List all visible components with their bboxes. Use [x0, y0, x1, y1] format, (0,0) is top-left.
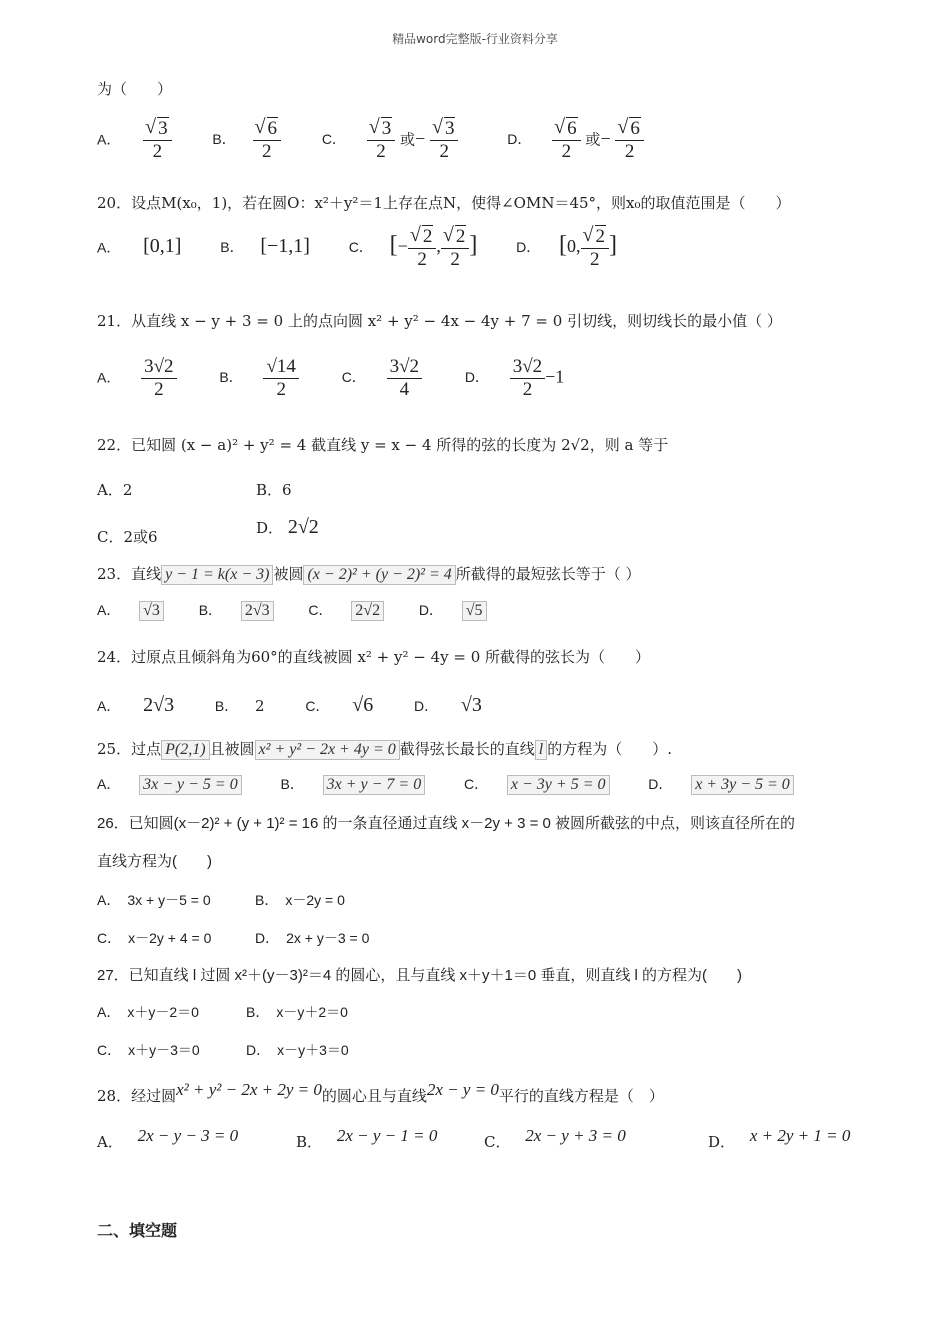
- option-d-interval: [0, √ $\frac{2}{2}$ ]: [559, 238, 617, 256]
- q25-circle-equation: x² + y² − 2x + 4y = 0: [255, 740, 400, 760]
- option-d-value: x + 2y + 1 = 0: [749, 1126, 851, 1145]
- option-d-value: x + 3y − 5 = 0: [691, 775, 794, 795]
- option-c-or: 或: [400, 130, 416, 149]
- option-b-label: B．: [296, 1133, 323, 1151]
- q28-option-d: [708, 1126, 850, 1152]
- option-a-label: A．: [97, 776, 121, 792]
- q19-tail: 为（ ）: [97, 80, 173, 98]
- option-c-label: C．: [464, 776, 489, 792]
- option-c-fraction-2: √ $\frac{3}{2}$: [430, 118, 459, 163]
- option-d-label: D．: [464, 369, 489, 386]
- option-d-value: √3: [460, 694, 482, 716]
- q21-text: 21．从直线 x − y + 3 = 0 上的点向圆 x² + y² − 4x − 4y + 7 = 0 引切线，则切线长的最小值（ ）: [97, 312, 782, 330]
- q20-options: [97, 226, 617, 271]
- option-c-label: C．: [308, 602, 333, 618]
- option-d-label: D．: [414, 698, 439, 714]
- q28-line-equation: 2x − y = 0: [426, 1080, 499, 1099]
- option-d-tail: −1: [545, 366, 565, 387]
- option-d-fraction-2: √ $\frac{6}{2}$: [615, 118, 644, 163]
- option-a-label: A．: [97, 131, 121, 148]
- option-b-value: 2x − y − 1 = 0: [336, 1126, 438, 1145]
- q22-option-c: C．2或6: [97, 528, 158, 546]
- option-a-fraction: √ $\frac{3}{2}$: [143, 118, 172, 163]
- option-d-fraction-1: √ $\frac{6}{2}$: [552, 118, 581, 163]
- option-a-value: [0,1]: [143, 235, 182, 258]
- option-b-value: 2√3: [241, 601, 274, 621]
- option-b-fraction: $\frac{√14}{2}$: [263, 356, 298, 401]
- q28-option-b: [296, 1126, 437, 1152]
- q22-option-d: [256, 516, 319, 539]
- option-d-value: √5: [462, 601, 487, 621]
- option-a-fraction: $\frac{3√2}{2}$: [141, 356, 176, 401]
- section-title: 二、填空题: [97, 1223, 178, 1240]
- option-a-label: A．: [97, 239, 121, 256]
- q28-option-c: [484, 1126, 626, 1152]
- option-b-value: [−1,1]: [260, 235, 310, 258]
- q20-text: 20．设点M(x₀，1)，若在圆O：x²＋y²＝1上存在点N，使得∠OMN＝45°，则x₀的取值范围是（ ）: [97, 194, 791, 212]
- option-d-label: D．: [418, 602, 443, 618]
- option-c-label: C．: [305, 698, 330, 714]
- q23-text: 23．直线 y − 1 = k(x − 3) 被圆 (x − 2)² + (y − 2)² = 4 所截得的最短弦长等于（ ）: [97, 565, 641, 583]
- option-a-value: √3: [139, 601, 164, 621]
- page-header: 精品word完整版-行业资料分享: [392, 32, 558, 46]
- option-b-label: B．: [198, 602, 223, 618]
- option-c-fraction-1: √ $\frac{3}{2}$: [367, 118, 396, 163]
- option-c-label: C．: [484, 1133, 511, 1151]
- q24-text: 24．过原点且倾斜角为60°的直线被圆 x² + y² − 4y = 0 所截得的弦长为（ ）: [97, 648, 651, 666]
- q25-options: [97, 774, 794, 795]
- option-a-value: 3x − y − 5 = 0: [139, 775, 242, 795]
- option-b-label: B．: [220, 239, 244, 256]
- q23-line-equation: y − 1 = k(x − 3): [161, 565, 273, 585]
- q22-option-b: B．6: [256, 481, 292, 499]
- option-a-value: 2x − y − 3 = 0: [137, 1126, 239, 1145]
- q28-options: [97, 1126, 238, 1152]
- option-b-label: B．: [214, 698, 239, 714]
- option-d-label: D．: [256, 519, 284, 537]
- q26-option-c: C． x－2y + 4 = 0: [97, 930, 212, 946]
- q23-circle-equation: (x − 2)² + (y − 2)² = 4: [303, 565, 455, 585]
- q26-option-d: D． 2x + y－3 = 0: [255, 930, 370, 946]
- option-d-fraction: $\frac{3√2}{2}$: [510, 356, 545, 401]
- option-b-label: B．: [280, 776, 304, 792]
- option-b-value: 3x + y − 7 = 0: [323, 775, 426, 795]
- option-a-label: A．: [97, 698, 121, 714]
- option-c-label: C．: [321, 131, 346, 148]
- q26-line1: 26．已知圆(x－2)² + (y + 1)² = 16 的一条直径通过直线 x－2y + 3 = 0 被圆所截弦的中点，则该直径所在的: [97, 815, 796, 832]
- q27-option-a: A． x＋y－2＝0: [97, 1004, 199, 1020]
- option-c-value: √6: [352, 694, 374, 716]
- option-d-label: D．: [516, 239, 541, 256]
- q26-line2: 直线方程为( ): [97, 853, 212, 870]
- option-c-value: x − 3y + 5 = 0: [507, 775, 610, 795]
- option-b-fraction: √ $\frac{6}{2}$: [253, 118, 282, 163]
- option-a-label: A．: [97, 369, 121, 386]
- q25-point: P(2,1): [161, 740, 209, 760]
- option-a-value: 2√3: [143, 694, 175, 716]
- q25-text: 25．过点 P(2,1) 且被圆 x² + y² − 2x + 4y = 0 截得弦长最长的直线 l 的方程为（ ）.: [97, 740, 672, 758]
- option-a-label: A．: [97, 1133, 123, 1151]
- q27-text: 27．已知直线 l 过圆 x²＋(y－3)²＝4 的圆心，且与直线 x＋y＋1＝0 垂直，则直线 l 的方程为( ): [97, 967, 743, 984]
- option-c-value: 2√2: [351, 601, 384, 621]
- q22-text: 22．已知圆 (x − a)² + y² = 4 截直线 y = x − 4 所得的弦的长度为 2√2，则 a 等于: [97, 436, 669, 454]
- option-b-value: 2: [255, 697, 265, 715]
- q27-option-d: D． x－y＋3＝0: [246, 1042, 349, 1058]
- option-c-fraction: $\frac{3√2}{4}$: [387, 356, 422, 401]
- option-b-label: B．: [219, 369, 243, 386]
- option-d-label: D．: [708, 1133, 736, 1151]
- option-c-value: 2x − y + 3 = 0: [525, 1126, 626, 1145]
- q21-options: [97, 356, 564, 401]
- option-c-label: C．: [341, 369, 366, 386]
- q27-option-c: C． x＋y－3＝0: [97, 1042, 200, 1058]
- option-a-label: A．: [97, 602, 121, 618]
- q27-option-b: B． x－y＋2＝0: [246, 1004, 348, 1020]
- q19-options: A． √ $\frac{3}{2}$ B． √ $\frac{6}{2}$ C． √ $\frac{3}{2}$ 或− √ $\frac{3}{2}$ D． √ $\frac{6}{2}$ 或− √ $\frac{6}{2}$: [97, 118, 644, 163]
- option-b-label: B．: [212, 131, 236, 148]
- q26-option-b: B． x－2y = 0: [255, 892, 345, 908]
- q28-circle-equation: x² + y² − 2x + 2y = 0: [176, 1080, 322, 1099]
- option-c-interval: [− √ $\frac{2}{2}$ , √ $\frac{2}{2}$ ]: [390, 238, 482, 256]
- q26-option-a: A． 3x + y－5 = 0: [97, 892, 211, 908]
- option-d-value: 2√2: [287, 516, 319, 538]
- q28-text: 28．经过圆x² + y² − 2x + 2y = 0的圆心且与直线2x − y = 0平行的直线方程是（ ）: [97, 1080, 664, 1105]
- q24-options: [97, 694, 482, 717]
- q22-option-a: A．2: [97, 481, 133, 499]
- option-d-label: D．: [648, 776, 673, 792]
- option-c-label: C．: [348, 239, 373, 256]
- q25-line-l: l: [535, 740, 547, 760]
- option-d-label: D．: [507, 131, 532, 148]
- q23-options: [97, 600, 487, 621]
